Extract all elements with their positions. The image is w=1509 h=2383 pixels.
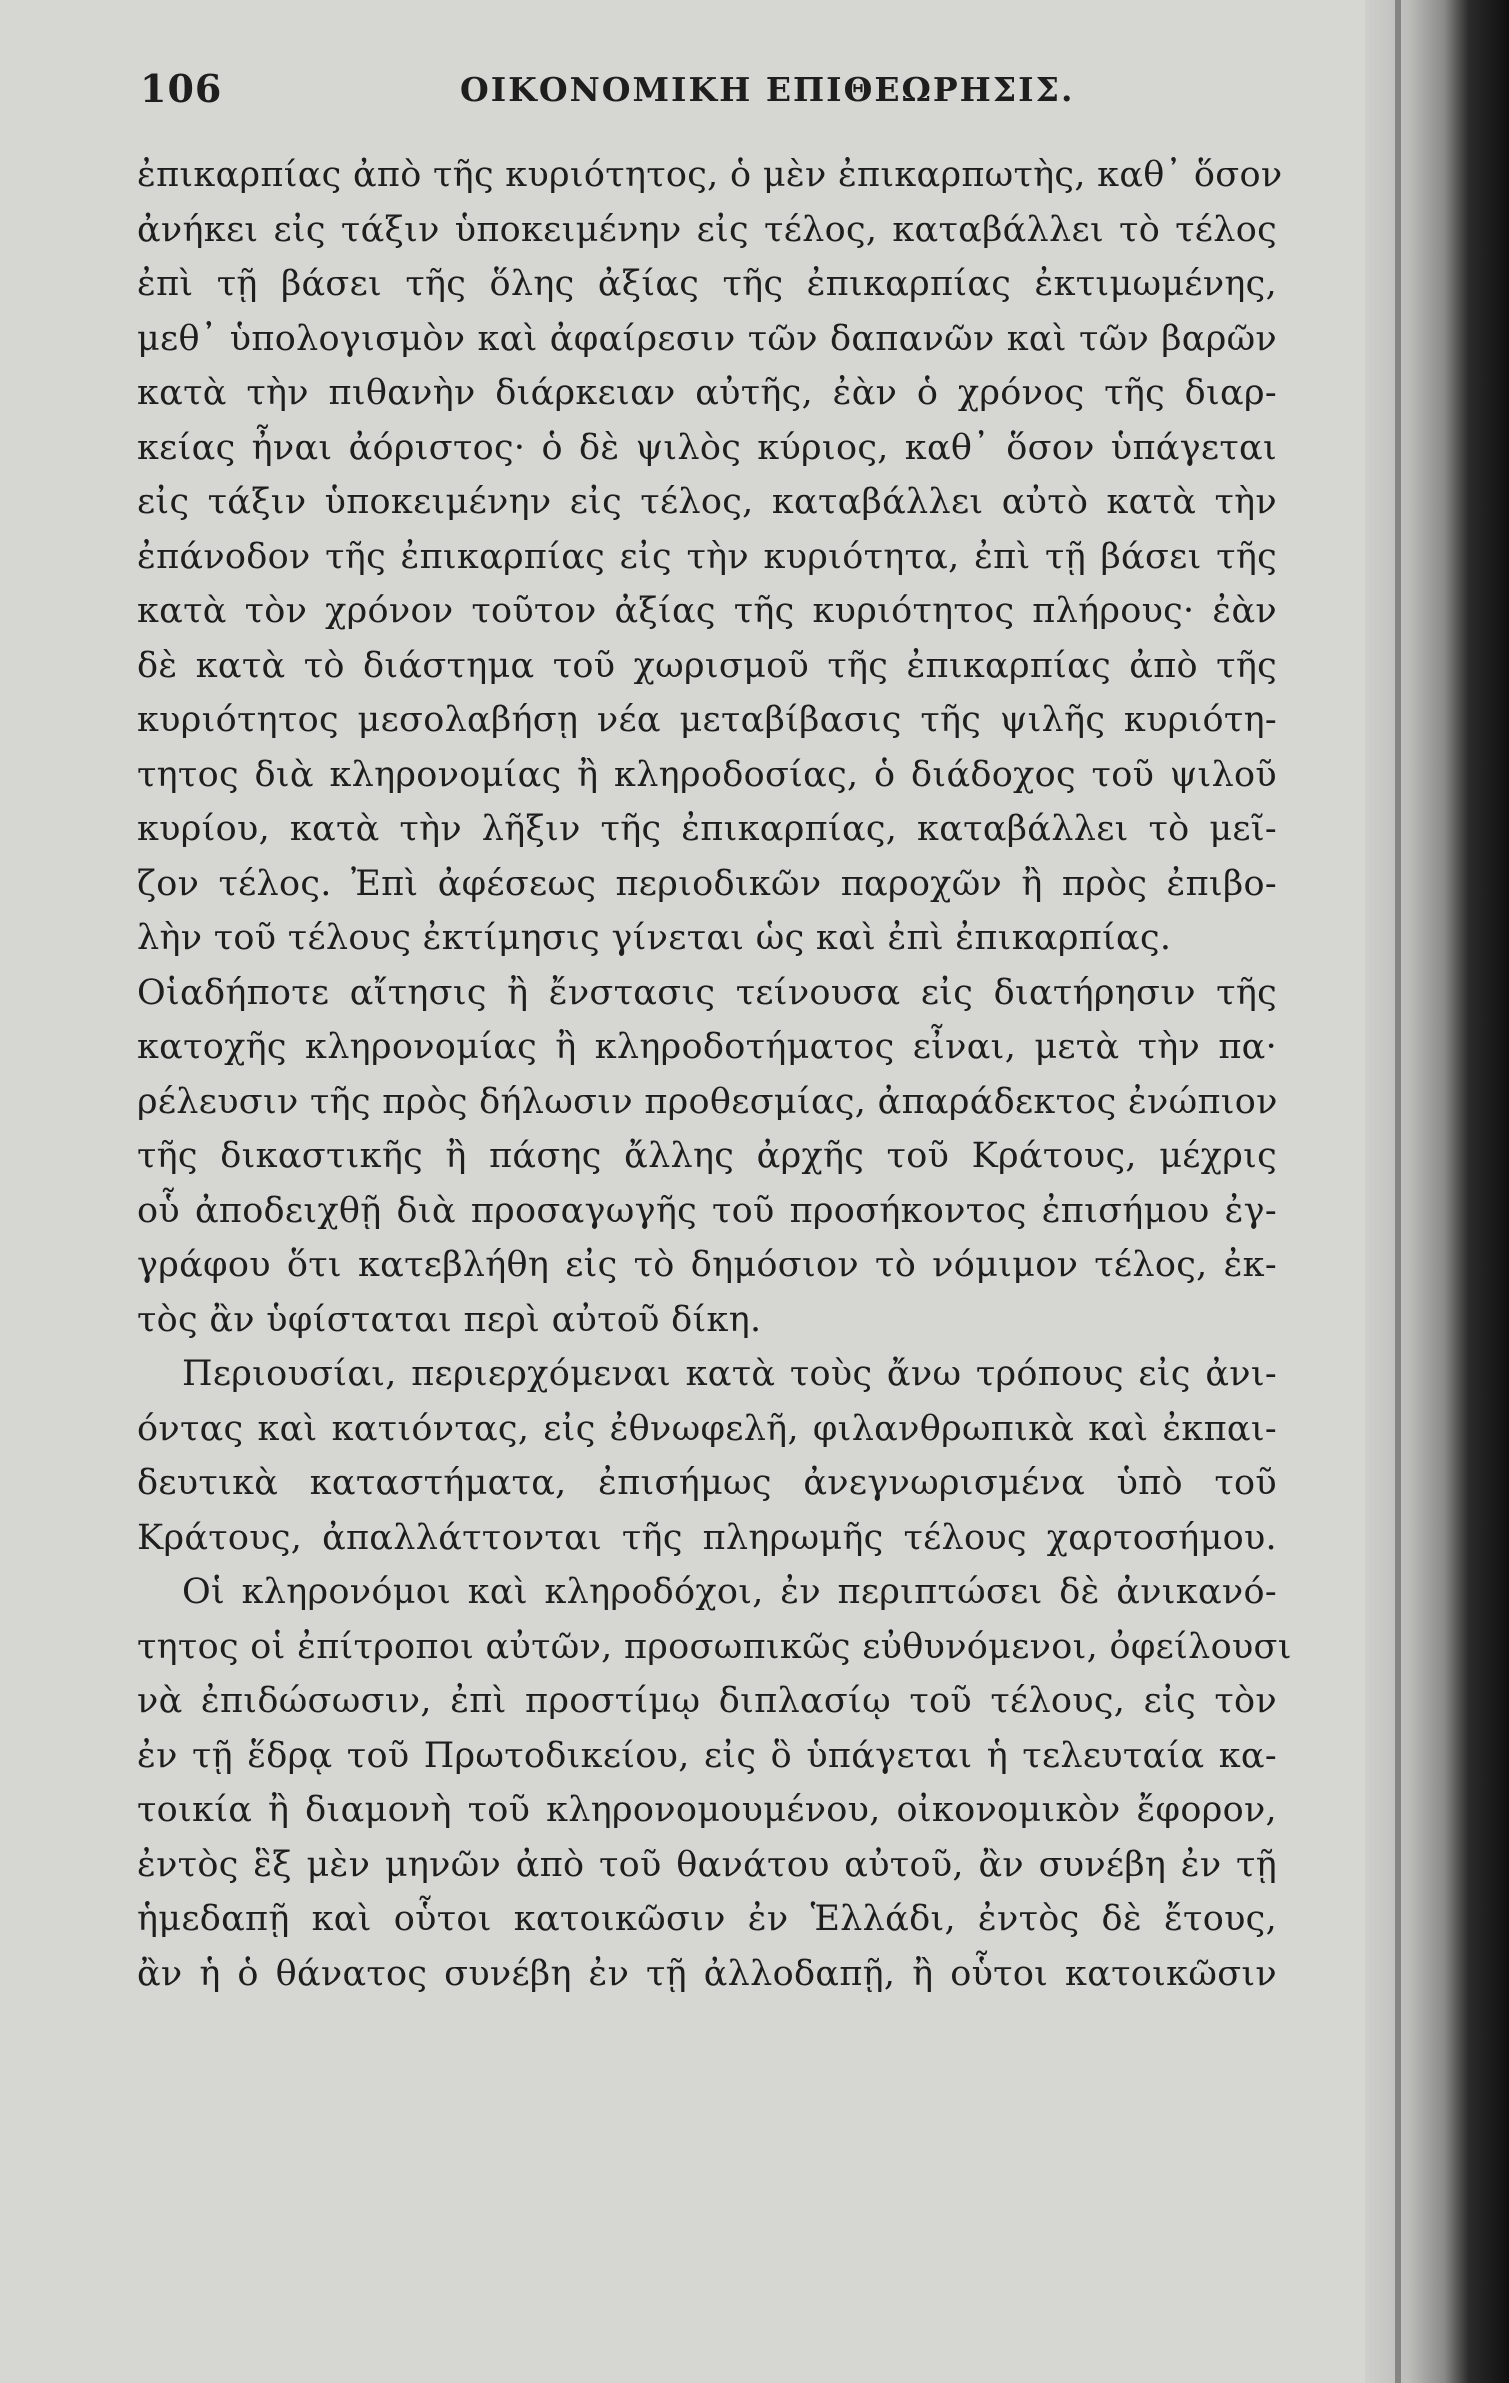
text-line: τητος διὰ κληρονομίας ἢ κληροδοσίας, ὁ διάδοχος τοῦ ψιλοῦ <box>137 754 1277 795</box>
text-line: ἀνήκει εἰς τάξιν ὑποκειμένην εἰς τέλος, καταβάλλει τὸ τέλος <box>137 209 1277 250</box>
page-number: 106 <box>140 66 223 111</box>
text-line: Οἱ κληρονόμοι καὶ κληροδόχοι, ἐν περιπτώσει δὲ ἀνικανό- <box>182 1572 1277 1612</box>
text-line: δὲ κατὰ τὸ διάστημα τοῦ χωρισμοῦ τῆς ἐπικαρπίας ἀπὸ τῆς <box>137 645 1277 686</box>
text-line: ἂν ἡ ὁ θάνατος συνέβη ἐν τῇ ἀλλοδαπῇ, ἢ οὗτοι κατοικῶσιν <box>137 1953 1277 1994</box>
text-line: Κράτους, ἀπαλλάττονται τῆς πληρωμῆς τέλους χαρτοσήμου. <box>137 1517 1277 1558</box>
page-edge <box>1395 0 1401 2383</box>
body-text <box>137 148 1292 2001</box>
text-line: Περιουσίαι, περιερχόμεναι κατὰ τοὺς ἄνω τρόπους εἰς ἀνι- <box>182 1354 1277 1394</box>
text-line: γράφου ὅτι κατεβλήθη εἰς τὸ δημόσιον τὸ νόμιμον τέλος, ἐκ- <box>137 1245 1277 1285</box>
text-line: ἐντὸς ἓξ μὲν μηνῶν ἀπὸ τοῦ θανάτου αὐτοῦ, ἂν συνέβη ἐν τῇ <box>137 1844 1277 1885</box>
text-line: κατὰ τὸν χρόνον τοῦτον ἀξίας τῆς κυριότητος πλήρους· ἐὰν <box>137 591 1277 631</box>
text-line: νὰ ἐπιδώσωσιν, ἐπὶ προστίμῳ διπλασίῳ τοῦ τέλους, εἰς τὸν <box>137 1681 1277 1721</box>
text-line: ἡμεδαπῇ καὶ οὗτοι κατοικῶσιν ἐν Ἑλλάδι, ἐντὸς δὲ ἔτους, <box>137 1899 1277 1939</box>
book-gutter-shadow <box>1365 0 1509 2383</box>
text-line: εἰς τάξιν ὑποκειμένην εἰς τέλος, καταβάλλει αὐτὸ κατὰ τὴν <box>137 482 1277 522</box>
text-line: ἐπικαρπίας ἀπὸ τῆς κυριότητος, ὁ μὲν ἐπικαρπωτὴς, καθ᾽ ὅσον <box>137 155 1283 195</box>
text-line: λὴν τοῦ τέλους ἐκτίμησις γίνεται ὡς καὶ ἐπὶ ἐπικαρπίας. <box>137 918 1172 958</box>
text-line: ρέλευσιν τῆς πρὸς δήλωσιν προθεσμίας, ἀπαράδεκτος ἐνώπιον <box>137 1081 1278 1122</box>
text-line: μεθ᾽ ὑπολογισμὸν καὶ ἀφαίρεσιν τῶν δαπανῶν καὶ τῶν βαρῶν <box>137 318 1277 359</box>
text-line: κατὰ τὴν πιθανὴν διάρκειαν αὐτῆς, ἐὰν ὁ χρόνος τῆς διαρ- <box>137 373 1277 413</box>
text-line: κυριότητος μεσολαβήσῃ νέα μεταβίβασις τῆς ψιλῆς κυριότη- <box>137 700 1277 740</box>
text-line: ἐπάνοδον τῆς ἐπικαρπίας εἰς τὴν κυριότητα, ἐπὶ τῇ βάσει τῆς <box>137 536 1277 577</box>
text-line: τοικία ἢ διαμονὴ τοῦ κληρονομουμένου, οἰκονομικὸν ἔφορον, <box>137 1790 1277 1830</box>
text-line: ἐν τῇ ἕδρᾳ τοῦ Πρωτοδικείου, εἰς ὃ ὑπάγεται ἡ τελευταία κα- <box>137 1735 1277 1776</box>
text-line: κατοχῆς κληρονομίας ἢ κληροδοτήματος εἶναι, μετὰ τὴν πα· <box>137 1027 1277 1067</box>
text-line: ζον τέλος. Ἐπὶ ἀφέσεως περιοδικῶν παροχῶν ἢ πρὸς ἐπιβο- <box>137 863 1277 904</box>
text-line: τητος οἱ ἐπίτροποι αὐτῶν, προσωπικῶς εὐθυνόμενοι, ὀφείλουσι <box>137 1626 1292 1667</box>
text-line: τὸς ἂν ὑφίσταται περὶ αὐτοῦ δίκη. <box>137 1299 762 1340</box>
text-line: Οἱαδήποτε αἴτησις ἢ ἔνστασις τείνουσα εἰς διατήρησιν τῆς <box>137 972 1277 1013</box>
text-line: ἐπὶ τῇ βάσει τῆς ὅλης ἀξίας τῆς ἐπικαρπίας ἐκτιμωμένης, <box>137 264 1277 304</box>
text-line: τῆς δικαστικῆς ἢ πάσης ἄλλης ἀρχῆς τοῦ Κράτους, μέχρις <box>137 1136 1277 1176</box>
text-line: όντας καὶ κατιόντας, εἰς ἐθνωφελῆ, φιλανθρωπικὰ καὶ ἐκπαι- <box>137 1408 1277 1449</box>
text-line: δευτικὰ καταστήματα, ἐπισήμως ἀνεγνωρισμένα ὑπὸ τοῦ <box>137 1463 1277 1503</box>
text-line: οὗ ἀποδειχθῇ διὰ προσαγωγῆς τοῦ προσήκοντος ἐπισήμου ἐγ- <box>137 1190 1277 1231</box>
text-line: κείας ἦναι ἀόριστος· ὁ δὲ ψιλὸς κύριος, καθ᾽ ὅσον ὑπάγεται <box>137 427 1277 468</box>
page-header <box>140 66 1285 126</box>
running-title: ΟΙΚΟΝΟΜΙΚΗ ΕΠΙΘΕΩΡΗΣΙΣ. <box>460 70 1075 109</box>
text-line: κυρίου, κατὰ τὴν λῆξιν τῆς ἐπικαρπίας, καταβάλλει τὸ μεῖ- <box>137 809 1277 849</box>
